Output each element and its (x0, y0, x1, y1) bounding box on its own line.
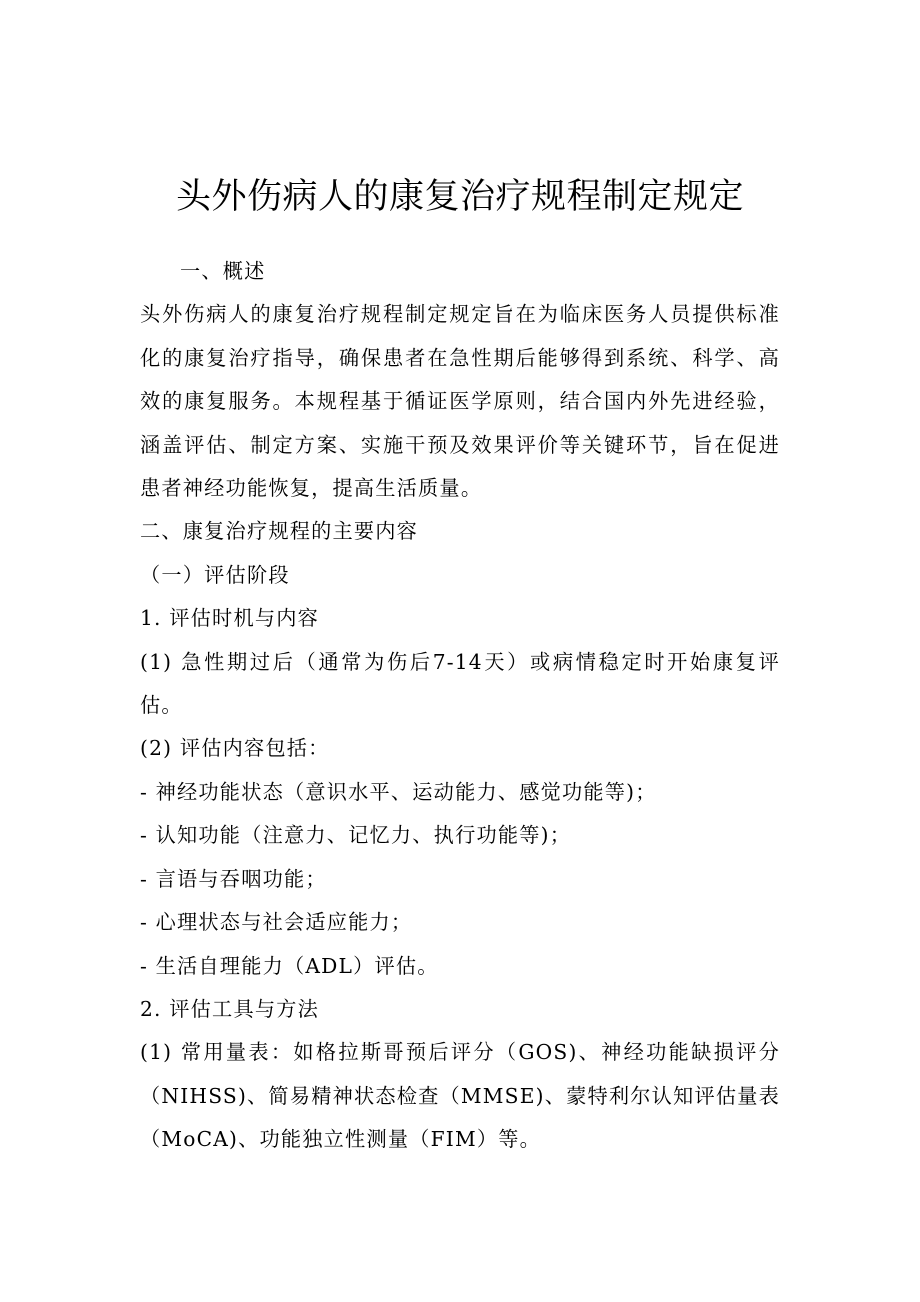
document-body (140, 250, 780, 1162)
list-item: - 言语与吞咽功能； (140, 866, 327, 891)
subsection-heading-assessment: （一）评估阶段 (140, 562, 290, 587)
list-item: - 心理状态与社会适应能力； (140, 910, 413, 935)
section-heading-main-content: 二、康复治疗规程的主要内容 (140, 519, 419, 544)
item-point-timing: (1) 急性期过后（通常为伤后7-14天）或病情稳定时开始康复评估。 (140, 649, 780, 718)
item-point-scales: (1) 常用量表：如格拉斯哥预后评分（GOS)、神经功能缺损评分（NIHSS)、简易精神状态检查（MMSE)、蒙特利尔认知评估量表（MoCA)、功能独立性测量（FIM）等。 (140, 1040, 780, 1152)
item-heading-timing: 1. 评估时机与内容 (140, 606, 319, 631)
list-item: - 认知功能（注意力、记忆力、执行功能等)； (140, 823, 572, 848)
item-heading-tools: 2. 评估工具与方法 (140, 996, 319, 1021)
overview-paragraph: 头外伤病人的康复治疗规程制定规定旨在为临床医务人员提供标准化的康复治疗指导，确保患者在急性期后能够得到系统、科学、高效的康复服务。本规程基于循证医学原则，结合国内外先进经验，涵盖评估、制定方案、实施干预及效果评价等关键环节，旨在促进患者神经功能恢复，提高生活质量。 (140, 302, 780, 501)
document-title: 头外伤病人的康复治疗规程制定规定 (175, 177, 744, 218)
list-item: - 神经功能状态（意识水平、运动能力、感觉功能等)； (140, 779, 657, 804)
list-item: - 生活自理能力（ADL）评估。 (140, 953, 439, 978)
item-point-content: (2) 评估内容包括： (140, 736, 330, 761)
section-heading-overview: 一、概述 (180, 259, 266, 283)
